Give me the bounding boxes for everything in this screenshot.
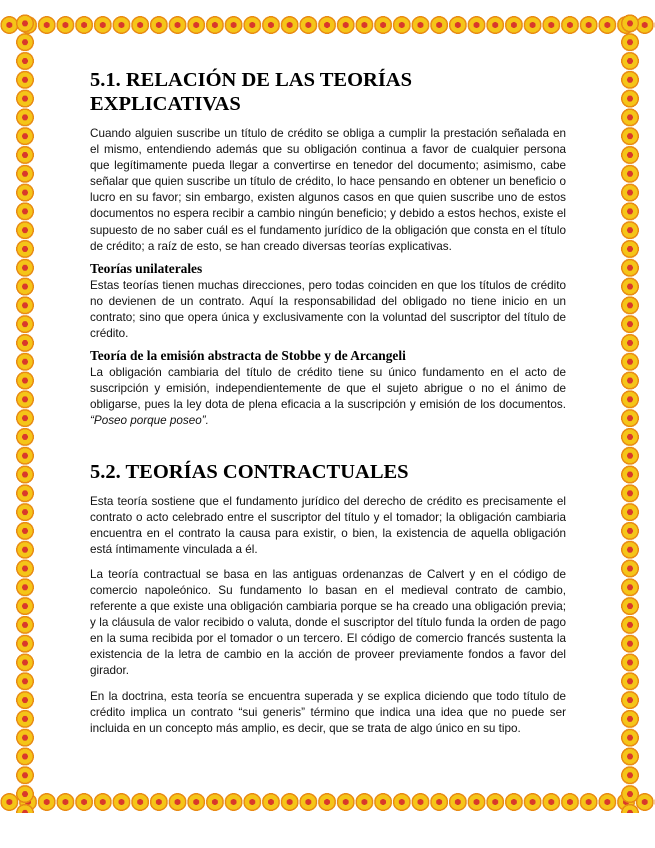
abstract-emission-quote: “Poseo porque poseo”. [90, 414, 209, 428]
sun-flower-border-bottom [0, 791, 655, 813]
sun-flower-border-top [0, 14, 655, 36]
section-1-title: 5.1. RELACIÓN DE LAS TEORÍAS EXPLICATIVAS [90, 69, 413, 115]
sun-flower-border-left [14, 14, 36, 813]
section-1-intro: Cuando alguien suscribe un título de crédito se obliga a cumplir la prestación señalada en el mismo, entendiendo además que su obligación continua a favor de cualquier persona que legítimamente pueda llegar a convertirse en tenedor del documento; asimismo, cabe señalar que quien suscribe un título de crédito, lo hace pensando en obtener un beneficio o lucro en su favor; sin embargo, existen algunos casos en que quien suscribe uno de estos documentos no espera recibir a cambio ningún beneficio; y debido a estos hechos, existe el supuesto de no saber cuál es el fundamento jurídico de la obligación que consta en el título de crédito; a raíz de esto, se han creado diversas teorías explicativas. [90, 127, 566, 253]
subsection-abstract-emission-text [90, 365, 566, 429]
subsection-abstract-emission-title: Teoría de la emisión abstracta de Stobbe y de Arcangeli [90, 348, 406, 364]
page-content [90, 68, 566, 737]
section-2-paragraph-2: La teoría contractual se basa en las antiguas ordenanzas de Calvert y en el código de comercio napoleónico. Su fundamento lo basan en el medieval contrato de cambio, referente a que existe una obligación cambiaria porque se ha creado una obligación previa; y la cláusula de valor recibido o valuta, donde el suscriptor del título funda la orden de pago en la suma recibida por el tomador o un tercero. El código de comercio francés sustenta la existencia de la letra de cambio en la acción de proveer previamente fondos a favor del girador. [90, 567, 566, 678]
subsection-unilateral-text: Estas teorías tienen muchas direcciones, pero todas coinciden en que los títulos de crédito no devienen de un contrato. Aquí la responsabilidad del obligado no tiene inicio en un contrato; sino que opera única y exclusivamente con la voluntad del suscriptor del título de crédito. [90, 278, 566, 341]
section-2-paragraph-3: En la doctrina, esta teoría se encuentra superada y se explica diciendo que todo título de crédito implica un contrato “sui generis” término que indica una idea que no puede ser incluida en un concepto más amplio, es decir, que se trata de algo único en su tipo. [90, 689, 566, 735]
sun-flower-border-right [619, 14, 641, 813]
section-2-paragraph-1: Esta teoría sostiene que el fundamento jurídico del derecho de crédito es precisamente el contrato o acto celebrado entre el suscriptor del título y el tomador; la obligación cambiaria encuentra en el contrato la causa para existir, o bien, la existencia de aquella obligación está íntimamente vinculada a él. [90, 494, 566, 556]
subsection-unilateral-title: Teorías unilaterales [90, 260, 203, 276]
abstract-emission-body: La obligación cambiaria del título de crédito tiene su único fundamento en el acto de suscripción y emisión, independientemente de que el sujeto abrigue o no el ánimo de obligarse, pues la ley dota de plena eficacia a la suscripción y emisión de los documentos. [90, 366, 566, 412]
section-2-title: 5.2. TEORÍAS CONTRACTUALES [90, 460, 409, 483]
